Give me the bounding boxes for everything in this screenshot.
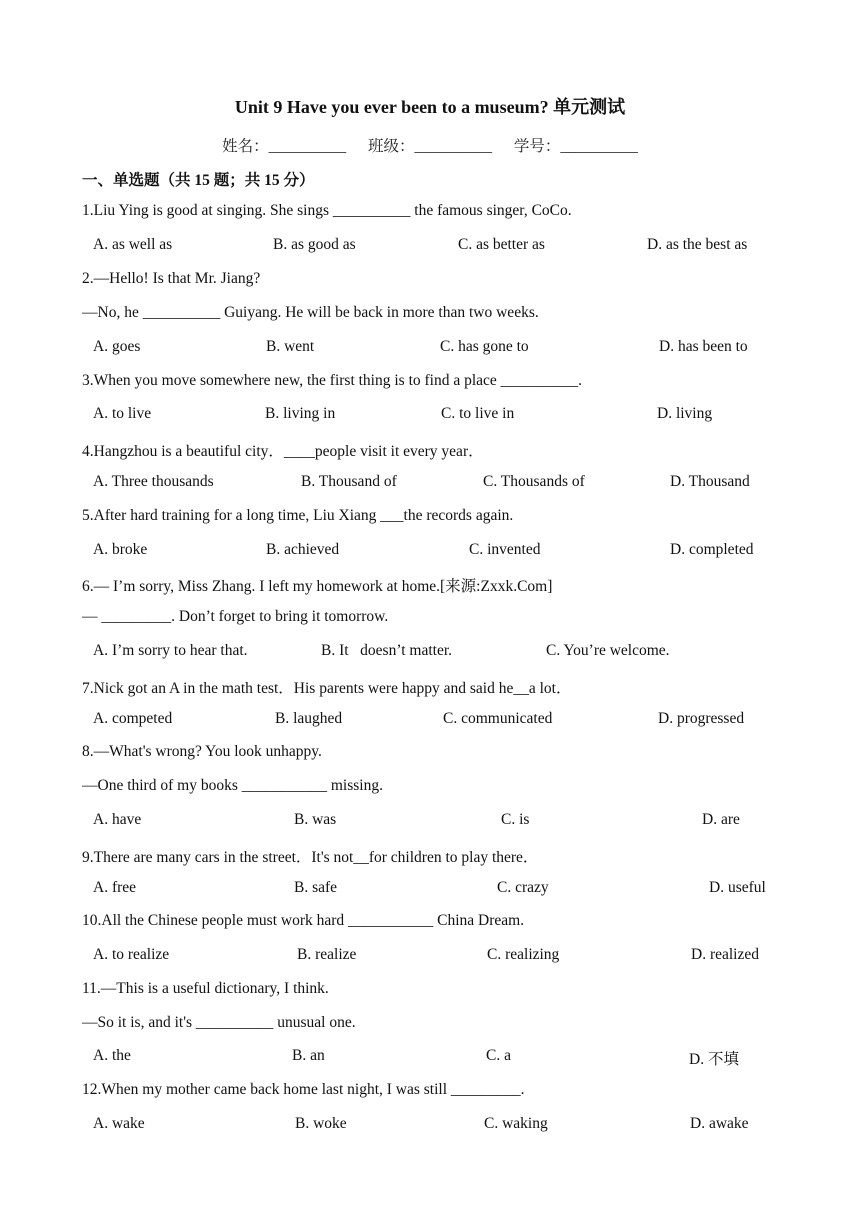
question-8-option-b: B. was [294,811,337,828]
question-12-option-c: C. waking [484,1115,548,1132]
question-1-stem: 1.Liu Ying is good at singing. She sings __________ the famous singer, CoCo. [82,202,572,219]
question-8-option-a: A. have [93,811,142,828]
question-11-option-a: A. the [93,1047,131,1064]
question-1-option-b: B. as good as [273,236,356,253]
name-field: 姓名：__________ [222,138,347,155]
question-12-stem: 12.When my mother came back home last night, I was still _________. [82,1081,525,1098]
question-5-option-d: D. completed [670,541,754,558]
question-6-option-b: B. It doesn’t matter. [321,642,453,659]
question-10-option-d: D. realized [691,946,759,963]
question-8-stem: 8.—What's wrong? You look unhappy. [82,743,322,760]
question-7-option-d: D. progressed [658,710,745,727]
question-11-option-b: B. an [292,1047,325,1064]
question-8-option-d: D. are [702,811,740,828]
question-11-stem-2: —So it is, and it's __________ unusual one. [82,1014,356,1031]
question-5-stem: 5.After hard training for a long time, Liu Xiang ___the records again. [82,507,514,524]
question-2-option-b: B. went [266,338,315,355]
question-3-option-a: A. to live [93,405,152,422]
question-4-option-a: A. Three thousands [93,473,214,490]
question-10-option-a: A. to realize [93,946,170,963]
question-11-option-d: D. 不填 [689,1051,739,1068]
question-10-option-c: C. realizing [487,946,560,963]
question-9-option-c: C. crazy [497,879,549,896]
question-11-option-c: C. a [486,1047,511,1064]
number-field: 学号：__________ [513,138,638,155]
question-5-option-b: B. achieved [266,541,340,558]
question-4-option-c: C. Thousands of [483,473,585,490]
question-5-option-a: A. broke [93,541,148,558]
question-3-option-c: C. to live in [441,405,515,422]
question-4-stem: 4.Hangzhou is a beautiful city．____people visit it every year． [82,443,484,460]
class-field: 班级：__________ [367,138,492,155]
question-2-option-d: D. has been to [659,338,748,355]
question-7-option-a: A. competed [93,710,173,727]
question-6-stem: 6.— I’m sorry, Miss Zhang. I left my homework at home.[来源:Zxxk.Com] [82,578,553,595]
question-2-stem: 2.—Hello! Is that Mr. Jiang? [82,270,261,287]
question-10-option-b: B. realize [297,946,357,963]
question-9-option-a: A. free [93,879,137,896]
question-3-stem: 3.When you move somewhere new, the first thing is to find a place __________. [82,372,583,389]
page-title: Unit 9 Have you ever been to a museum? 单元测试 [234,97,626,117]
question-12-option-d: D. awake [690,1115,749,1132]
question-5-option-c: C. invented [469,541,541,558]
question-2-option-c: C. has gone to [440,338,529,355]
question-9-option-d: D. useful [709,879,766,896]
question-12-option-b: B. woke [295,1115,347,1132]
question-12-option-a: A. wake [93,1115,145,1132]
question-9-stem: 9.There are many cars in the street．It's not__for children to play there． [82,849,539,866]
question-3-option-d: D. living [657,405,713,422]
question-2-stem-2: —No, he __________ Guiyang. He will be back in more than two weeks. [82,304,539,321]
question-6-option-c: C. You’re welcome. [546,642,670,659]
question-7-stem: 7.Nick got an A in the math test．His parents were happy and said he__a lot． [82,680,572,697]
question-7-option-c: C. communicated [443,710,553,727]
student-info [0,134,860,156]
question-7-option-b: B. laughed [275,710,343,727]
question-1-option-c: C. as better as [458,236,545,253]
question-4-option-d: D. Thousand [670,473,750,490]
question-3-option-b: B. living in [265,405,336,422]
question-2-option-a: A. goes [93,338,141,355]
question-11-stem: 11.—This is a useful dictionary, I think. [82,980,329,997]
question-9-option-b: B. safe [294,879,338,896]
question-10-stem: 10.All the Chinese people must work hard ___________ China Dream. [82,912,525,929]
question-8-option-c: C. is [501,811,530,828]
question-6-stem-2: — _________. Don’t forget to bring it tomorrow. [82,608,389,625]
question-6-option-a: A. I’m sorry to hear that. [93,642,248,659]
question-4-option-b: B. Thousand of [301,473,397,490]
question-8-stem-2: —One third of my books ___________ missing. [82,777,383,794]
question-1-option-a: A. as well as [93,236,173,253]
question-1-option-d: D. as the best as [647,236,748,253]
section-heading: 一、单选题（共 15 题；共 15 分） [82,172,315,189]
